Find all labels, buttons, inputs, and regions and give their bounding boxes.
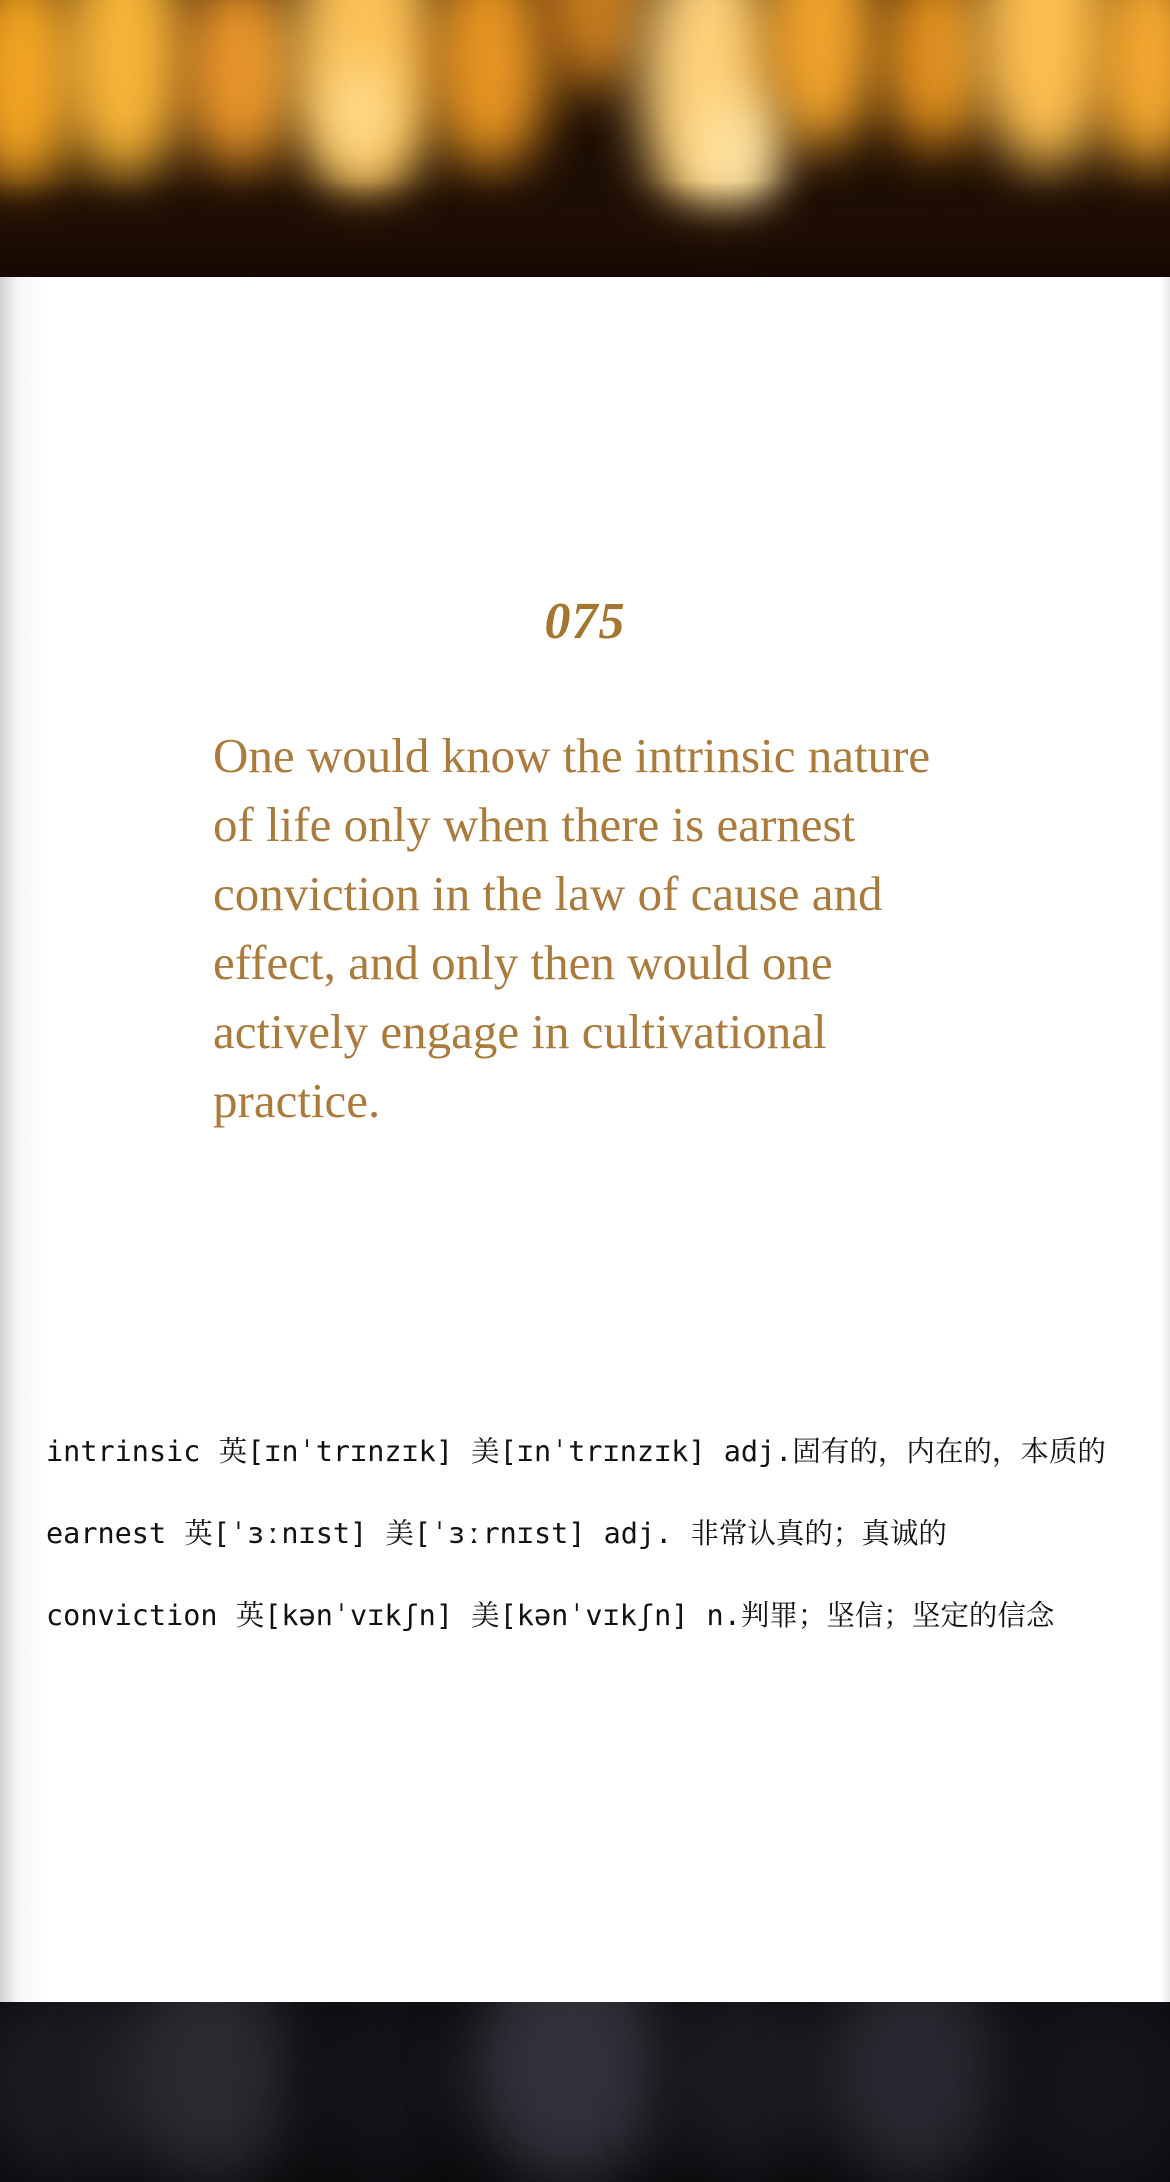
definition-entry: intrinsic 英[ɪnˈtrɪnzɪk] 美[ɪnˈtrɪnzɪk] adj.固有的，内在的，本质的 <box>46 1435 1106 1468</box>
candle-glow <box>60 0 190 180</box>
blur-shape <box>820 2002 1010 2182</box>
candle-glow <box>540 0 650 90</box>
page-number: 075 <box>544 593 626 650</box>
blur-shape <box>470 2002 670 2182</box>
candle-flame-highlight <box>330 60 390 170</box>
blur-shape <box>660 2002 830 2172</box>
candle-glow <box>760 0 880 150</box>
bottom-photo-band <box>0 2002 1170 2182</box>
candle-glow <box>180 0 300 170</box>
candle-glow <box>430 0 550 170</box>
page-left-shadow <box>0 277 46 2002</box>
blur-shape <box>1000 2002 1170 2182</box>
candle-glow <box>1090 0 1170 170</box>
blur-shape <box>300 2002 460 2172</box>
page-right-shadow <box>1160 277 1170 2002</box>
quote-text: One would know the intrinsic nature of life only when there is earnest conviction in the law of cause and effect, and only then would one actively engage in cultivational practice. <box>213 728 931 1128</box>
blur-shape <box>120 2002 300 2182</box>
top-candle-band <box>0 0 1170 277</box>
band-shadow-gradient <box>0 181 1170 277</box>
book-page <box>0 277 1170 2002</box>
definition-entry: earnest 英[ˈɜːnɪst] 美[ˈɜːrnɪst] adj. 非常认真的；真诚的 <box>46 1517 947 1550</box>
definitions-list <box>46 1432 1136 1636</box>
candle-glow <box>880 0 990 150</box>
definition-entry: conviction 英[kənˈvɪkʃn] 美[kənˈvɪkʃn] n.判罪；坚信；坚定的信念 <box>46 1599 1055 1632</box>
